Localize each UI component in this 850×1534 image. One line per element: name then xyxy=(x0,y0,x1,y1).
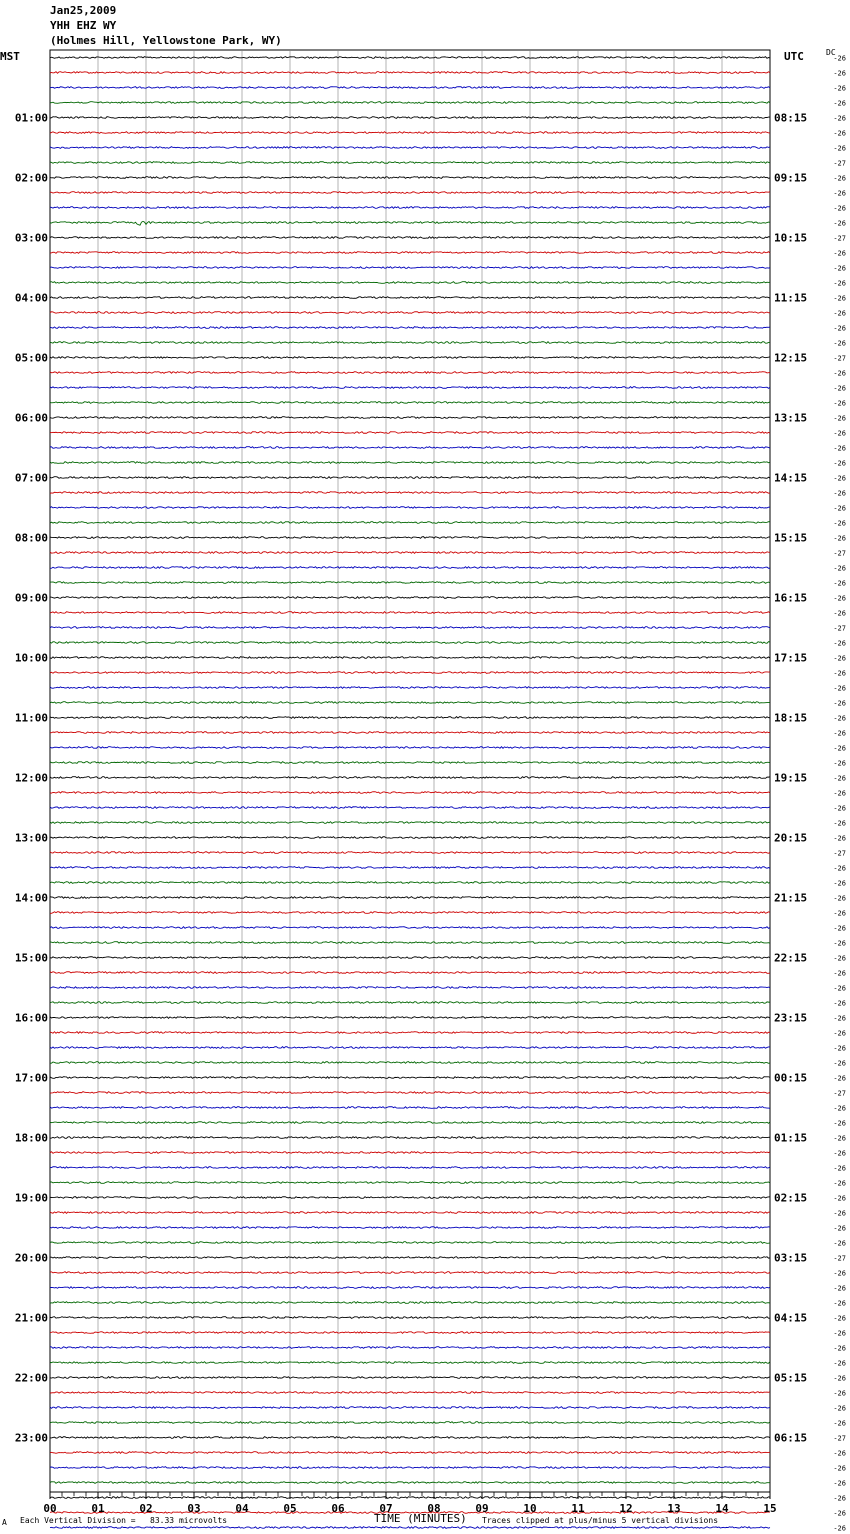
dc-offset-label: -26 xyxy=(833,744,846,753)
trace-21 xyxy=(50,372,770,374)
dc-offset-label: -27 xyxy=(833,1254,846,1263)
dc-offset-label: -26 xyxy=(833,879,846,888)
dc-offset-label: -26 xyxy=(833,309,846,318)
dc-offset-label: -26 xyxy=(833,474,846,483)
trace-75 xyxy=(50,1182,770,1184)
hour-label-left: 10:00 xyxy=(14,651,48,665)
dc-offset-label: -26 xyxy=(833,834,846,843)
dc-offset-label: -26 xyxy=(833,219,846,228)
trace-24 xyxy=(50,417,770,419)
dc-offset-label: -27 xyxy=(833,1434,846,1443)
trace-92 xyxy=(50,1437,770,1439)
trace-88 xyxy=(50,1377,770,1379)
hour-label-left: 01:00 xyxy=(14,111,48,125)
dc-offset-label: -26 xyxy=(833,984,846,993)
hour-label-left: 16:00 xyxy=(14,1011,48,1025)
dc-offset-label: -26 xyxy=(833,324,846,333)
trace-39 xyxy=(50,642,770,644)
trace-94 xyxy=(50,1467,770,1469)
division-note: Each Vertical Division = 83.33 microvolts xyxy=(20,1516,228,1525)
hour-label-left: 21:00 xyxy=(14,1311,48,1325)
trace-47 xyxy=(50,762,770,764)
hour-label-right: 05:15 xyxy=(774,1371,808,1385)
hour-label-right: 11:15 xyxy=(774,291,808,305)
trace-12 xyxy=(50,237,770,239)
dc-offset-label: -26 xyxy=(833,534,846,543)
trace-54 xyxy=(50,867,770,869)
dc-offset-label: -26 xyxy=(833,54,846,63)
trace-46 xyxy=(50,747,770,749)
dc-label: DC xyxy=(826,48,836,57)
dc-offset-label: -26 xyxy=(833,579,846,588)
trace-13 xyxy=(50,252,770,254)
dc-offset-label: -26 xyxy=(833,339,846,348)
hour-label-right: 04:15 xyxy=(774,1311,808,1325)
hour-label-right: 14:15 xyxy=(774,471,808,485)
dc-offset-label: -26 xyxy=(833,1164,846,1173)
x-tick-label: 02 xyxy=(139,1502,153,1515)
dc-offset-label: -27 xyxy=(833,234,846,243)
x-tick-label: 05 xyxy=(283,1502,297,1515)
dc-offset-label: -26 xyxy=(833,1464,846,1473)
dc-offset-label: -26 xyxy=(833,1179,846,1188)
dc-offset-label: -27 xyxy=(833,354,846,363)
dc-offset-label: -26 xyxy=(833,1344,846,1353)
trace-80 xyxy=(50,1257,770,1259)
trace-79 xyxy=(50,1242,770,1244)
hour-label-right: 15:15 xyxy=(774,531,808,545)
dc-offset-label: -26 xyxy=(833,399,846,408)
x-tick-label: 10 xyxy=(523,1502,537,1515)
trace-9 xyxy=(50,192,770,194)
hour-label-right: 21:15 xyxy=(774,891,808,905)
dc-offset-label: -26 xyxy=(833,714,846,723)
dc-offset-label: -26 xyxy=(833,519,846,528)
trace-98 xyxy=(50,1527,770,1529)
dc-offset-label: -26 xyxy=(833,249,846,258)
trace-42 xyxy=(50,687,770,689)
trace-44 xyxy=(50,717,770,719)
hour-label-left: 15:00 xyxy=(14,951,48,965)
trace-8 xyxy=(50,177,770,179)
hour-label-left: 12:00 xyxy=(14,771,48,785)
right-timezone-label: UTC xyxy=(784,50,804,63)
trace-93 xyxy=(50,1452,770,1454)
hour-label-left: 19:00 xyxy=(14,1191,48,1205)
dc-offset-label: -26 xyxy=(833,1134,846,1143)
hour-label-right: 00:15 xyxy=(774,1071,808,1085)
dc-offset-label: -26 xyxy=(833,1194,846,1203)
trace-57 xyxy=(50,912,770,914)
x-tick-label: 04 xyxy=(235,1502,249,1515)
dc-offset-label: -26 xyxy=(833,1224,846,1233)
dc-offset-label: -26 xyxy=(833,1209,846,1218)
hour-label-right: 17:15 xyxy=(774,651,808,665)
trace-50 xyxy=(50,807,770,809)
trace-45 xyxy=(50,732,770,734)
dc-offset-label: -26 xyxy=(833,699,846,708)
dc-offset-label: -26 xyxy=(833,1149,846,1158)
trace-62 xyxy=(50,987,770,989)
hour-label-left: 23:00 xyxy=(14,1431,48,1445)
trace-59 xyxy=(50,942,770,944)
hour-label-left: 14:00 xyxy=(14,891,48,905)
hour-label-right: 06:15 xyxy=(774,1431,808,1445)
trace-26 xyxy=(50,447,770,449)
trace-73 xyxy=(50,1152,770,1154)
dc-offset-label: -26 xyxy=(833,819,846,828)
dc-offset-label: -26 xyxy=(833,1299,846,1308)
hour-label-right: 03:15 xyxy=(774,1251,808,1265)
trace-40 xyxy=(50,657,770,659)
hour-label-left: 03:00 xyxy=(14,231,48,245)
dc-offset-label: -26 xyxy=(833,1479,846,1488)
trace-30 xyxy=(50,507,770,509)
dc-offset-label: -26 xyxy=(833,609,846,618)
dc-offset-label: -26 xyxy=(833,1059,846,1068)
dc-offset-label: -26 xyxy=(833,999,846,1008)
dc-offset-label: -26 xyxy=(833,1524,846,1533)
trace-25 xyxy=(50,432,770,434)
trace-55 xyxy=(50,882,770,884)
dc-offset-label: -26 xyxy=(833,414,846,423)
trace-91 xyxy=(50,1422,770,1424)
trace-11 xyxy=(50,221,770,225)
dc-offset-label: -26 xyxy=(833,924,846,933)
hour-label-right: 08:15 xyxy=(774,111,808,125)
dc-offset-label: -26 xyxy=(833,189,846,198)
dc-offset-label: -26 xyxy=(833,594,846,603)
dc-offset-label: -26 xyxy=(833,774,846,783)
trace-82 xyxy=(50,1287,770,1289)
x-tick-label: 12 xyxy=(619,1502,633,1515)
trace-31 xyxy=(50,522,770,524)
dc-offset-label: -26 xyxy=(833,504,846,513)
dc-offset-label: -26 xyxy=(833,1044,846,1053)
dc-offset-label: -26 xyxy=(833,1314,846,1323)
hour-label-right: 16:15 xyxy=(774,591,808,605)
hour-label-left: 13:00 xyxy=(14,831,48,845)
dc-offset-label: -26 xyxy=(833,294,846,303)
trace-28 xyxy=(50,477,770,479)
dc-offset-label: -26 xyxy=(833,1419,846,1428)
x-tick-label: 01 xyxy=(91,1502,105,1515)
trace-19 xyxy=(50,342,770,344)
trace-52 xyxy=(50,837,770,839)
dc-offset-label: -26 xyxy=(833,939,846,948)
clip-note: Traces clipped at plus/minus 5 vertical divisions xyxy=(482,1516,719,1525)
dc-offset-label: -27 xyxy=(833,549,846,558)
x-tick-label: 06 xyxy=(331,1502,345,1515)
dc-offset-label: -26 xyxy=(833,1239,846,1248)
trace-23 xyxy=(50,402,770,404)
trace-84 xyxy=(50,1317,770,1319)
dc-offset-label: -26 xyxy=(833,69,846,78)
trace-96 xyxy=(50,1497,770,1499)
dc-offset-label: -26 xyxy=(833,174,846,183)
dc-offset-label: -27 xyxy=(833,624,846,633)
hour-label-right: 02:15 xyxy=(774,1191,808,1205)
trace-18 xyxy=(50,327,770,329)
trace-7 xyxy=(50,162,770,164)
trace-34 xyxy=(50,567,770,569)
trace-56 xyxy=(50,897,770,899)
hour-label-left: 17:00 xyxy=(14,1071,48,1085)
dc-offset-label: -26 xyxy=(833,1104,846,1113)
x-tick-label: 07 xyxy=(379,1502,393,1515)
dc-offset-label: -26 xyxy=(833,909,846,918)
trace-4 xyxy=(50,117,770,119)
dc-offset-label: -27 xyxy=(833,159,846,168)
hour-label-left: 22:00 xyxy=(14,1371,48,1385)
hour-label-left: 07:00 xyxy=(14,471,48,485)
x-tick-label: 15 xyxy=(763,1502,777,1515)
trace-6 xyxy=(50,147,770,149)
hour-label-right: 19:15 xyxy=(774,771,808,785)
dc-offset-label: -26 xyxy=(833,459,846,468)
left-timezone-label: MST xyxy=(0,50,20,63)
hour-label-right: 12:15 xyxy=(774,351,808,365)
trace-33 xyxy=(50,552,770,554)
trace-81 xyxy=(50,1272,770,1274)
x-tick-label: 03 xyxy=(187,1502,201,1515)
dc-offset-label: -26 xyxy=(833,804,846,813)
trace-10 xyxy=(50,207,770,209)
hour-label-left: 02:00 xyxy=(14,171,48,185)
hour-label-left: 09:00 xyxy=(14,591,48,605)
dc-offset-label: -26 xyxy=(833,84,846,93)
hour-label-right: 01:15 xyxy=(774,1131,808,1145)
trace-95 xyxy=(50,1482,770,1484)
hour-label-left: 06:00 xyxy=(14,411,48,425)
hour-label-left: 08:00 xyxy=(14,531,48,545)
trace-90 xyxy=(50,1407,770,1409)
x-tick-label: 00 xyxy=(43,1502,57,1515)
dc-offset-label: -26 xyxy=(833,759,846,768)
trace-15 xyxy=(50,282,770,284)
dc-offset-label: -26 xyxy=(833,384,846,393)
dc-offset-label: -26 xyxy=(833,864,846,873)
hour-label-right: 13:15 xyxy=(774,411,808,425)
dc-offset-label: -26 xyxy=(833,1269,846,1278)
dc-offset-label: -26 xyxy=(833,369,846,378)
trace-14 xyxy=(50,267,770,269)
trace-83 xyxy=(50,1302,770,1304)
dc-offset-label: -26 xyxy=(833,669,846,678)
hour-label-left: 18:00 xyxy=(14,1131,48,1145)
dc-offset-label: -26 xyxy=(833,1404,846,1413)
trace-69 xyxy=(50,1092,770,1094)
trace-41 xyxy=(50,672,770,674)
trace-27 xyxy=(50,462,770,464)
trace-58 xyxy=(50,927,770,929)
trace-38 xyxy=(50,627,770,629)
dc-offset-label: -26 xyxy=(833,1389,846,1398)
trace-1 xyxy=(50,72,770,74)
hour-label-right: 09:15 xyxy=(774,171,808,185)
trace-68 xyxy=(50,1077,770,1079)
hour-label-right: 18:15 xyxy=(774,711,808,725)
hour-label-right: 20:15 xyxy=(774,831,808,845)
dc-offset-label: -27 xyxy=(833,849,846,858)
x-tick-label: 14 xyxy=(715,1502,729,1515)
dc-offset-label: -26 xyxy=(833,954,846,963)
trace-37 xyxy=(50,612,770,614)
hour-label-left: 11:00 xyxy=(14,711,48,725)
dc-offset-label: -26 xyxy=(833,654,846,663)
trace-16 xyxy=(50,297,770,299)
trace-70 xyxy=(50,1107,770,1109)
trace-51 xyxy=(50,822,770,824)
trace-49 xyxy=(50,792,770,794)
dc-offset-label: -26 xyxy=(833,729,846,738)
trace-74 xyxy=(50,1167,770,1169)
trace-78 xyxy=(50,1227,770,1229)
trace-53 xyxy=(50,852,770,854)
hour-label-left: 20:00 xyxy=(14,1251,48,1265)
trace-2 xyxy=(50,87,770,89)
trace-43 xyxy=(50,702,770,704)
trace-64 xyxy=(50,1017,770,1019)
trace-65 xyxy=(50,1032,770,1034)
dc-offset-label: -26 xyxy=(833,969,846,978)
dc-offset-label: -27 xyxy=(833,1089,846,1098)
dc-offset-label: -26 xyxy=(833,894,846,903)
dc-offset-label: -26 xyxy=(833,429,846,438)
hour-label-right: 10:15 xyxy=(774,231,808,245)
x-tick-label: 11 xyxy=(571,1502,585,1515)
dc-offset-label: -26 xyxy=(833,99,846,108)
trace-67 xyxy=(50,1062,770,1064)
trace-36 xyxy=(50,597,770,599)
trace-22 xyxy=(50,387,770,389)
header-station: YHH EHZ WY xyxy=(50,19,117,32)
dc-offset-label: -26 xyxy=(833,684,846,693)
dc-offset-label: -26 xyxy=(833,639,846,648)
x-tick-label: 08 xyxy=(427,1502,441,1515)
dc-offset-label: -26 xyxy=(833,789,846,798)
x-tick-label: 13 xyxy=(667,1502,681,1515)
trace-61 xyxy=(50,972,770,974)
dc-offset-label: -26 xyxy=(833,264,846,273)
dc-offset-label: -26 xyxy=(833,1284,846,1293)
dc-offset-label: -26 xyxy=(833,1074,846,1083)
trace-71 xyxy=(50,1122,770,1124)
hour-label-right: 22:15 xyxy=(774,951,808,965)
trace-66 xyxy=(50,1047,770,1049)
dc-offset-label: -26 xyxy=(833,1509,846,1518)
trace-86 xyxy=(50,1347,770,1349)
trace-72 xyxy=(50,1137,770,1139)
trace-60 xyxy=(50,957,770,959)
trace-77 xyxy=(50,1212,770,1214)
dc-offset-label: -26 xyxy=(833,1029,846,1038)
dc-offset-label: -26 xyxy=(833,144,846,153)
trace-89 xyxy=(50,1392,770,1394)
dc-offset-label: -26 xyxy=(833,1014,846,1023)
trace-20 xyxy=(50,357,770,359)
dc-offset-label: -26 xyxy=(833,444,846,453)
dc-offset-label: -26 xyxy=(833,489,846,498)
dc-offset-label: -26 xyxy=(833,564,846,573)
dc-offset-label: -26 xyxy=(833,1494,846,1503)
trace-5 xyxy=(50,132,770,134)
trace-29 xyxy=(50,492,770,494)
dc-offset-label: -26 xyxy=(833,1119,846,1128)
dc-offset-label: -26 xyxy=(833,1374,846,1383)
hour-label-left: 05:00 xyxy=(14,351,48,365)
trace-63 xyxy=(50,1002,770,1004)
trace-32 xyxy=(50,537,770,539)
x-axis-label: TIME (MINUTES) xyxy=(374,1512,467,1525)
dc-offset-label: -26 xyxy=(833,204,846,213)
footer-mark: A xyxy=(2,1518,7,1527)
hour-label-right: 23:15 xyxy=(774,1011,808,1025)
dc-offset-label: -26 xyxy=(833,1449,846,1458)
header-date: Jan25,2009 xyxy=(50,4,117,17)
trace-87 xyxy=(50,1362,770,1364)
dc-offset-label: -26 xyxy=(833,1359,846,1368)
dc-offset-label: -26 xyxy=(833,129,846,138)
dc-offset-label: -26 xyxy=(833,279,846,288)
trace-85 xyxy=(50,1332,770,1334)
trace-35 xyxy=(50,582,770,584)
header-location: (Holmes Hill, Yellowstone Park, WY) xyxy=(50,34,282,47)
trace-48 xyxy=(50,777,770,779)
trace-3 xyxy=(50,102,770,104)
x-tick-label: 09 xyxy=(475,1502,489,1515)
dc-offset-label: -26 xyxy=(833,1329,846,1338)
trace-76 xyxy=(50,1197,770,1199)
hour-label-left: 04:00 xyxy=(14,291,48,305)
dc-offset-label: -26 xyxy=(833,114,846,123)
trace-17 xyxy=(50,312,770,314)
trace-0 xyxy=(50,57,770,59)
